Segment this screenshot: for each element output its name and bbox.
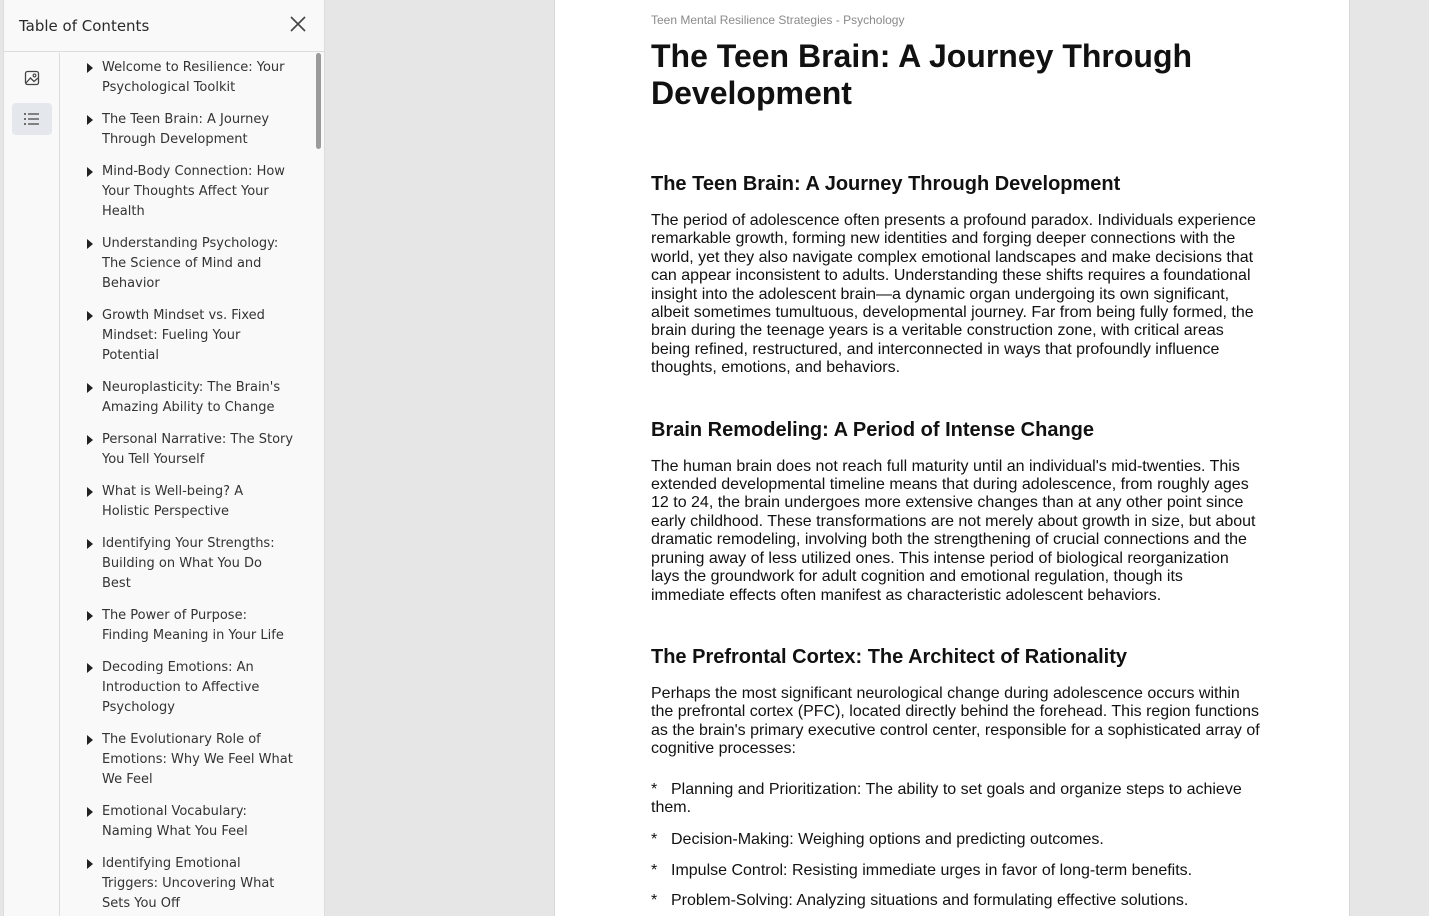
toc-item-label: Welcome to Resilience: Your Psychological Toolkit bbox=[102, 60, 285, 95]
expand-arrow-icon[interactable] bbox=[87, 611, 93, 621]
toc-item-label: The Teen Brain: A Journey Through Development bbox=[102, 112, 270, 147]
toc-item[interactable] bbox=[61, 730, 324, 790]
toc-item[interactable] bbox=[61, 378, 324, 418]
toc-item[interactable] bbox=[61, 854, 324, 914]
breadcrumb: Teen Mental Resilience Strategies - Psychology bbox=[651, 13, 905, 27]
toc-item-label: Mind-Body Connection: How Your Thoughts Affect Your Health bbox=[102, 164, 285, 219]
toc-item-label: The Power of Purpose: Finding Meaning in Your Life bbox=[102, 608, 284, 643]
expand-arrow-icon[interactable] bbox=[87, 239, 93, 249]
expand-arrow-icon[interactable] bbox=[87, 311, 93, 321]
thumbnails-button[interactable] bbox=[12, 62, 52, 94]
toc-item[interactable] bbox=[61, 110, 324, 150]
section-heading: Brain Remodeling: A Period of Intense Change bbox=[651, 418, 1095, 441]
list-item-text: Planning and Prioritization: The ability to set goals and organize steps to achieve them. bbox=[651, 780, 1242, 816]
toc-item-label: Decoding Emotions: An Introduction to Affective Psychology bbox=[102, 660, 260, 715]
section-heading: The Prefrontal Cortex: The Architect of Rationality bbox=[651, 645, 1127, 668]
toc-item[interactable] bbox=[61, 482, 324, 522]
section-heading: The Teen Brain: A Journey Through Development bbox=[651, 173, 1121, 195]
sidebar-title: Table of Contents bbox=[19, 16, 150, 35]
expand-arrow-icon[interactable] bbox=[87, 383, 93, 393]
toc-item-label: Identifying Emotional Triggers: Uncovering What Sets You Off bbox=[102, 856, 275, 911]
expand-arrow-icon[interactable] bbox=[87, 859, 93, 869]
toc-item[interactable] bbox=[61, 58, 324, 98]
toc-item[interactable] bbox=[61, 430, 324, 470]
bullet-marker: * bbox=[651, 831, 658, 849]
list-item bbox=[651, 892, 1261, 910]
list-item-text: Problem-Solving: Analyzing situations and formulating effective solutions. bbox=[671, 892, 1189, 910]
list-item bbox=[651, 862, 1261, 880]
toc-item[interactable] bbox=[61, 534, 324, 594]
expand-arrow-icon[interactable] bbox=[87, 115, 93, 125]
bullet-marker: * bbox=[651, 861, 658, 879]
toc-item[interactable] bbox=[61, 606, 324, 646]
expand-arrow-icon[interactable] bbox=[87, 487, 93, 497]
toc-button[interactable] bbox=[12, 103, 52, 135]
expand-arrow-icon[interactable] bbox=[87, 435, 93, 445]
toc-item-label: Emotional Vocabulary: Naming What You Feel bbox=[102, 804, 248, 839]
expand-arrow-icon[interactable] bbox=[87, 663, 93, 673]
close-icon bbox=[290, 16, 306, 32]
toc-item-label: Personal Narrative: The Story You Tell Yourself bbox=[102, 432, 294, 467]
toc-list-container[interactable] bbox=[61, 53, 324, 916]
list-item bbox=[651, 781, 1261, 818]
toc-item[interactable] bbox=[61, 306, 324, 366]
toc-item[interactable] bbox=[61, 162, 324, 222]
toc-list bbox=[61, 53, 324, 914]
page-title: The Teen Brain: A Journey Through Development bbox=[651, 38, 1193, 111]
expand-arrow-icon[interactable] bbox=[87, 539, 93, 549]
bullet-marker: * bbox=[651, 892, 658, 910]
toc-item-label: The Evolutionary Role of Emotions: Why We Feel What We Feel bbox=[102, 732, 293, 787]
bullet-marker: * bbox=[651, 780, 658, 798]
list-item-text: Decision-Making: Weighing options and predicting outcomes. bbox=[671, 831, 1104, 849]
document-page[interactable] bbox=[554, 0, 1350, 916]
section-paragraph: Perhaps the most significant neurological change during adolescence occurs within the prefrontal cortex (PFC), located directly behind the forehead. This region functions as the brain's primary executive control center, responsible for a sophisticated array of cognitive processes: bbox=[651, 684, 1260, 758]
toc-item[interactable] bbox=[61, 658, 324, 718]
toc-item[interactable] bbox=[61, 802, 324, 842]
sidebar-header bbox=[4, 0, 324, 52]
section-paragraph: The period of adolescence often presents a profound paradox. Individuals experience remarkable growth, forming new identities and forging deeper connections with the world, yet they also navigate complex emotional landscapes and make decisions that can appear inconsistent to adults. Understanding these shifts requires a foundational insight into the adolescent brain—a dynamic organ undergoing its own significant, albeit sometimes tumultuous, developmental journey. Far from being fully formed, the brain during the teenage years is a veritable construction zone, with critical areas being refined, restructured, and interconnected in ways that profoundly influence thoughts, emotions, and behaviors. bbox=[651, 212, 1256, 377]
toc-sidebar bbox=[3, 0, 325, 916]
image-icon bbox=[24, 70, 40, 86]
bullet-list bbox=[651, 781, 1261, 911]
close-button[interactable] bbox=[288, 14, 308, 34]
expand-arrow-icon[interactable] bbox=[87, 167, 93, 177]
expand-arrow-icon[interactable] bbox=[87, 735, 93, 745]
expand-arrow-icon[interactable] bbox=[87, 807, 93, 817]
toc-item-label: Identifying Your Strengths: Building on What You Do Best bbox=[102, 536, 275, 591]
section-paragraph: The human brain does not reach full maturity until an individual's mid-twenties. This extended developmental timeline means that during adolescence, from roughly ages 12 to 24, the brain undergoes more extensive changes than at any other point since early childhood. These transformations are not merely about growth in size, but about dramatic remodeling, involving both the strengthening of crucial connections and the pruning away of less utilized ones. This intense period of biological reorganization lays the groundwork for adult cognition and emotional regulation, though its immediate effects often manifest as characteristic adolescent behaviors. bbox=[651, 457, 1256, 604]
expand-arrow-icon[interactable] bbox=[87, 63, 93, 73]
list-icon bbox=[23, 111, 41, 127]
toc-item-label: Understanding Psychology: The Science of Mind and Behavior bbox=[102, 236, 279, 291]
toc-scrollbar[interactable] bbox=[316, 53, 321, 149]
list-item-text: Impulse Control: Resisting immediate urges in favor of long-term benefits. bbox=[671, 861, 1193, 879]
list-item bbox=[651, 831, 1261, 849]
toc-item[interactable] bbox=[61, 234, 324, 294]
toc-item-label: Neuroplasticity: The Brain's Amazing Ability to Change bbox=[102, 380, 281, 415]
toc-item-label: What is Well-being? A Holistic Perspective bbox=[102, 484, 244, 519]
document-content bbox=[651, 12, 1261, 916]
toc-item-label: Growth Mindset vs. Fixed Mindset: Fueling Your Potential bbox=[102, 308, 265, 363]
sidebar-rail bbox=[4, 53, 60, 916]
